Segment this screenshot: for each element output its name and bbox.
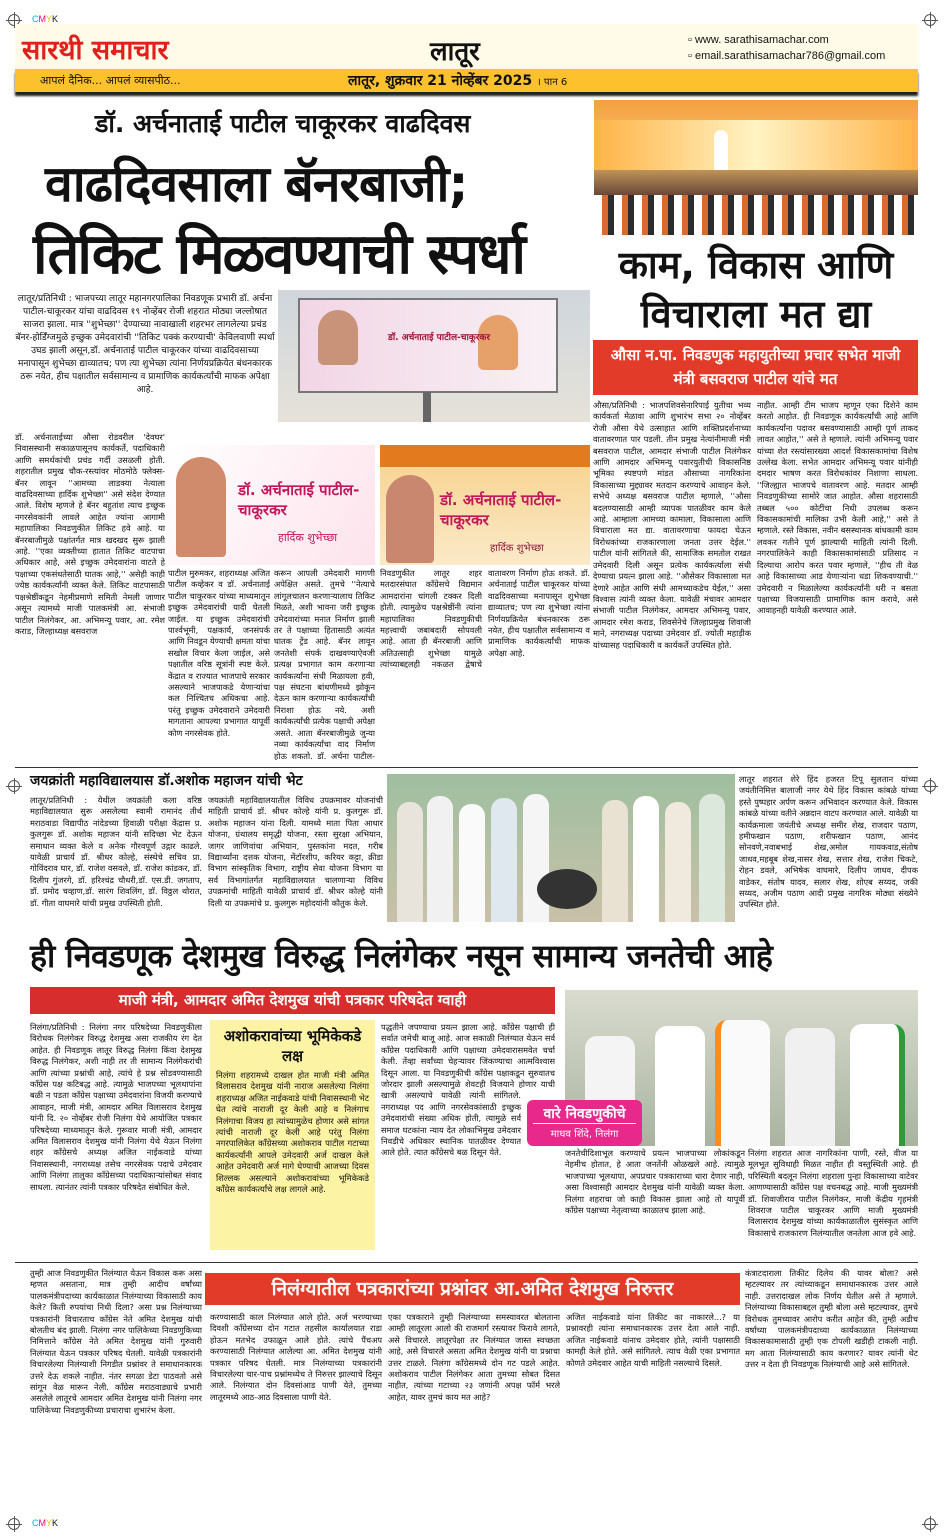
nilanga-column: निलंगा/प्रतिनिधी : निलंगा नगर परिषदेच्या निवडणुकीला विरोधक निलंगेकर विरुद्ध देशमुख असा राजकीय रंग देत आहेत. ही निवडणूक लातूर विरुद्ध निलंगा किंवा देशमुख विरुद्ध निलंगेकर, अशी नाही तर ती सामान्य निलंगेकरांची आणि त्यांच्या प्रश्नांची आहे, त्यांचे हे प्रश्न सोडवण्यासाठी काँग्रेस पक्ष कटिबद्ध आहे. त्यामुळे भाजपच्या भूलथापांना बळी न पडता काँग्रेस पक्षाच्या उमेदवारांना विजयी करण्याचे आवाहन, माजी मंत्री, आमदार अमित विलासराव देशमुख यांनी दि. २० नोव्हेंबर रोजी निलंगा येथे आयोजित पत्रकार परिषदेच्या माध्यमातून केले. गुरूवार माजी मंत्री, आमदार अमित विलासराव देशमुख यांनी निलंगा येथे येऊन निलंगा शहर काँग्रेसचे अध्यक्ष अजित नाईकवाडे यांच्या निवासस्थानी, नगराध्यक्ष तसेच नगरसेवक पदाचे उमेदवार आणि निलंगा तालुका काँग्रेसच्या पदाधिकाऱ्यांसोबत संवाद साधला. त्यानंतर त्यांनी पत्रकार परिषदेत संबोधित केले. — [30, 1022, 202, 1192]
nilanga-column: जनतेचीदिशाभूल करण्याचे प्रयत्न भाजपाच्या लोकांकडून नेहमीच होतात, हे आता जनतेंनी ओळखले आहे. त्यामुळे भाजपाच्या भूलथापा, अपप्रचार पत्रकाराच्या धारा देणार नाही, असा विश्वासही आमदार देशमुख यांनी यावेळी व्यक्त केला. निलंगा शहराचा जो काही विकास झाला आहे तो यापूर्वी काँग्रेस पक्षाच्या नेतृत्वाच्या काळातच झाला आहे. — [565, 1148, 745, 1216]
email-link[interactable]: email.sarathisamachar786@gmail.com — [694, 50, 886, 62]
qa-column: अजित नाईकवाडे यांना तिकीट का नाकारले...? या प्रश्नावरही त्यांना समाधानकारक उत्तर देता आले नाही. अजित नाईकवाडे यांनाच उमेदवार होते, त्यांनी पक्षासाठी कामही केले होते. असे सांगितले. त्याच वेळी एका प्रभागात कोणते उमेदवार आहेत याची माहिती नसल्याचे दिसले. — [566, 1312, 740, 1368]
banner-caption: डॉ. अर्चनाताई पाटील-चाकूरकर — [440, 491, 562, 529]
qa-column: तुम्ही आज निवडणुकीत निलंग्यात येऊन विकास करू असा म्हणत असताना, मात्र तुम्ही आदीच वर्षांच्या पालकमंत्रीपदाच्या कार्यकाळात निलंग्याच्या विकासाठी काय केले? किती रुपयांचा निधी दिला? असा प्रश्न निलंग्याच्या पत्रकारांनी विचारताच काँग्रेस नेते अमित देशमुख यांची बोलतीच बंद झाली. निलंगा नगर पालिकेच्या निवडणुकिच्या निमित्ताने काँग्रेस नेते अमित देशमुख यांनी गुरुवारी निलंग्यात येऊन पत्रकार परिषद घेतली. यावेळी पत्रकारांनी विचारलेल्या निलंग्याशी निगडीत प्रश्नांवर ते समाधानकारक उत्तरे देऊ शकले नाहीत. नंतर सगळा डेटा पाठवतो असे सांगून वेळ मारून नेली. काँग्रेस मराठवाड्याचे प्रभारी असलेले लातूरचे आमदार अमित देशमुख यांनी निलंगा नगर पालिकेच्या निवडणुकीच्या प्रचाराचा शुभारंभ केला. — [30, 1268, 202, 1415]
page-number: । पान 6 — [536, 77, 568, 88]
birthday-banner-photo — [380, 445, 590, 565]
divider — [15, 1262, 918, 1263]
nilanga-subhead: माजी मंत्री, आमदार अमित देशमुख यांची पत्रकार परिषदेत ग्वाही — [30, 987, 555, 1014]
lead-kicker: डॉ. अर्चनाताई पाटील चाकूरकर वाढदिवस — [95, 109, 471, 138]
sidebar-box-text: निलंगा शहरामध्ये दाखल होत माजी मंत्री अमित विलासराव देशमुख यांनी नाराज असलेल्या निलंगा शहराध्यक्ष अजित नाईकवाडे यांची निवासस्थानी भेट घेत त्यांचे नाराजी दूर केली आहे व निलंगाच निलंगाचा विजय हा त्यांच्यामुळेच होणार असे सांगत त्यांची नाराजी दूर केली आहे परंतु निलंगा नगरपालिकेत काँग्रेसच्या अशोकराव पाटील गटाच्या कार्यकर्त्यांनी आपले उमेदवारी अर्ज दाखल केले आहेत उमेदवारी अर्ज मागे घेण्याची आजच्या दिवस शिल्लक असल्याने अशोकरावांच्या भूमिकेकडे काँग्रेस कार्यकर्त्यांचे लक्ष लागले आहे. — [216, 1070, 369, 1195]
qa-column: एका पत्रकाराने तुम्ही निलंग्याच्या समस्यावरत बोलताना आम्ही लातूरला आलो की राजमार्ग रस्त्यावर फिरावे लागते, असे विचारले. लातूरपेक्षा तर निलंग्यात जास्त स्वच्छता आहे, असे विचारले असता अमित देशमुख यांनी या प्रश्नाचा उत्तर टाळले. निलंगा काँग्रेसमध्ये दोन गट पडले आहेत. अशोकराव पाटील निलंगेकर आता तुमच्या सोबत दिसत नाहीत, त्यांच्या गटाच्या २३ जणांनी अपक्ष फॉर्म भरले आहेत, यावर तुमचं काय मत आहे? — [388, 1312, 560, 1402]
jaykranti-column: लातूर/प्रतिनिधी : येथील जयक्रांती कला वरिष्ठ महाविद्यालयात सुरू असलेल्या स्वामी रामानंद तीर्थ मराठवाडा विद्यापीठ नांदेडच्या हिवाळी परीक्षा केंद्रास प्र. कुलगुरू डॉ. अशोक महाजन यांनी सदिच्छा भेट देऊन समाधान व्यक्त केले व अनेक गौरवपूर्ण उद्गार काढले. यावेळी प्राचार्य डॉ. श्रीधर कोल्हे, संस्थेचे सचिव प्रा. गोविंदराव घार, डॉ. राजेश वसवले, डॉ. राजेश कांडकर, डॉ. दिलीप गुंजरगे, डॉ. हरिश्चंद्र चौधरी,डॉ. एस.डी. जगताप, डॉ. प्रमोद चव्हाण,डॉ. सारंग शिवलिंग, डॉ. विठ्ठल थोरात, डॉ. गीता वाघमारे यांची प्रमुख उपस्थिती होती. — [30, 795, 202, 908]
cmyk-mark: CMYK — [32, 14, 59, 24]
newspaper-logo: सारथी समाचार — [22, 35, 169, 66]
banner-greeting: हार्दिक शुभेच्छा — [490, 543, 544, 554]
billboard-caption: डॉ. अर्चनाताई पाटील-चाकूरकर — [388, 333, 491, 343]
qa-headline: निलंग्यातील पत्रकारांच्या प्रश्नांवर आ.अमित देशमुख निरुत्तर — [205, 1273, 740, 1305]
qa-column: कंत्राटदाराला तिकीट दिलेय की यावर बोला? असे म्हटल्यावर तर त्यांच्याकडून समाधानकारक उत्तर आले नाही. उत्तरादाखल लोक निर्णय घेतील असे ते म्हणाले. निलंग्याच्या विकासाबद्दल तुम्ही बोला असे म्हटल्यावर, तुमचे विरोधक तुमच्यावर आरोप करीत आहेत की, तुम्ही अडीच वर्षांच्या पालकमंत्रीपदाच्या कार्यकाळात निलंग्याच्या विकासकामासाठी तुम्ही एक टोपली खडीही टाकली नाही. मग आता निलंग्यासाठी काय करणार? यावर त्यांनी थेट उत्तर न देता ही निवडणूक निलंग्याची आहे असे सांगितले. — [745, 1268, 918, 1370]
lead-column: पाटील मुरुमकर, शहराध्यक्ष अजित पाटील कव्हेकर व डॉ. अर्चनाताई पाटील चाकूरकर यांच्या माध्यमातून इच्छुक उमेदवारांची यादी घेतली जाईल. या इच्छुक उमेदवारांची पार्श्वभूमी, पक्षकार्य, जनसंपर्क आणि निवडून येण्याची क्षमता यांचा सखोल विचार केला जाईल, असे पक्षातील वरिष्ठ सूत्रांनी स्पष्ट केले. केंद्रात व राज्यात भाजपाचे सरकार असल्याने भाजपाकडे येणाऱ्यांचा कल निश्चितच अधिकचा आहे. परंतु इच्छुक उमेदवाराने उमेदवारी मागताना आपल्या प्रभागात यापूर्वी कोण नगरसेवक होते. — [168, 568, 270, 738]
registration-mark-icon — [924, 1518, 936, 1530]
email-icon: ▫ — [688, 50, 695, 62]
qa-column: करण्यासाठी काल निलंग्यात आले होते. अर्ज भरण्याच्या दिवशी काँग्रेसच्या दोन गटात तहसील कार्यालयात राडा होऊन मतभेद उफाळून आले होते. त्यांचे पैंचअप करण्यासाठी निलंग्यात आलेल्या आ. अमित देशमुख यांनी पत्रकार परिषद घेतली. मात्र निलंग्याच्या पत्रकारांनी विचारलेल्या चार-पाच प्रश्नांमध्येच ते निरुत्तर झाल्याचे दिसून आले. निलंग्यात दोन दिवसांआड पाणी येते, तुमच्या लातूरमध्ये आठ-आठ दिवसाला पाणी येते. — [210, 1312, 382, 1402]
registration-mark-icon — [8, 1518, 20, 1530]
lead-column: करून आपली उमेदवारी मागणी अपेक्षित असते. तुमचे ''नेत्याचे लांगूलचालन करणाऱ्यालाच तिकिट मिळते, अशी भावना जरी इच्छुक उमेदवारांच्या मनात निर्माण झाली तर ते पक्षाच्या हितासाठी अत्यंत घातक ट्रेंड आहे. बॅनर लावून जनतेशी संपर्क दाखवण्याऐवजी प्रत्यक्ष प्रभागात काम करणाऱ्या कार्यकर्त्यांना संधी मिळायला हवी, पक्ष संघटना बांधणीमध्ये झोकून देऊन काम करणाऱ्या कार्यकर्त्यांची निराशा होऊ नये. अशी कार्यकर्त्यांची प्रत्येक पक्षाची अपेक्षा असते. आता बॅनरबाजीमुळे जुन्या नव्या कार्यकर्त्यांचा वाद निर्माण होऊ शकतो. डॉ. अर्चना पाटील- — [274, 568, 375, 761]
registration-mark-icon — [924, 780, 936, 792]
lead-intro: लातूर/प्रतिनिधी : भाजपच्या लातूर महानगरपालिका निवडणूक प्रभारी डॉ. अर्चना पाटील-चाकूरकर यांचा वाढदिवस १९ नोव्हेंबर रोजी शहरात मोठ्या जल्लोषात साजरा झाला. मात्र ''शुभेच्छा'' देण्याच्या नावाखाली शहरभर लागलेल्या प्रचंड बॅनर-होर्डिंग्जमुळे इच्छुक उमेदवारांची ''तिकिट पक्कं करण्याची' केविलवाणी स्पर्धा उघड झाली असून,डॉ. अर्चनाताई पाटील चाकूरकर यांच्या वाढदिवसाच्या मनापासून शुभेच्छा द्याव्यातच; पण त्या शुभेच्छा त्यांना निर्णयप्रक्रियेत बंधनकारक ठरू नयेत, हीच पक्षातील सर्वसामान्य व प्रामाणिक कार्यकर्त्यांची माफक अपेक्षा आहे. — [15, 294, 275, 395]
registration-mark-icon — [924, 14, 936, 26]
registration-mark-icon — [8, 780, 20, 792]
ausa-column: नाहीत. आम्ही टीम भाजप म्हणून एका दिशेने काम करतो आहोत. ही निवडणूक कार्यकर्त्यांची आहे आणि कार्यकर्त्यांना पदावर बसवण्यासाठी आम्ही पूर्ण ताकद लावत आहोत,'' असे ते म्हणाले. त्यांनी अभिमन्यू पवार यांच्या शेत रस्त्यांसारख्या आदर्श विकासकामांचा विशेष उल्लेख केला. सभेत आमदार अभिमन्यू पवार यांनीही दमदार भाषण करत विरोधकांवर निशाणा साधला. ''जिल्ह्यात भाजपचे वातावरण आहे. मतदार आम्ही निवडणुकीच्या सामोरे जात आहोत. औसा शहरासाठी तब्बल ५०० कोटींचा निधी उपलब्ध करून विकासकामांची मालिका उभी केली आहे,'' असे ते म्हणाले. रस्ते विकास, नवीन बसस्थानक बांधकामी काम लवकर गतीने पूर्ण झाल्याची माहिती त्यांनी दिली. नगरपालिकेने काही विकासकामांसाठी प्रतिसाद न दिल्याचा आरोप करत पवार म्हणाले, ''हीच ती वेळ आहे विकासाच्या आड येणाऱ्यांना धडा शिकवण्याची.'' उमेदवारी न मिळालेल्या कार्यकर्त्यांनी धरी न बसता पक्षाच्या विजयासाठी प्रामाणिक काम करावे, असे आवाहनही यावेळी करण्यात आले. — [757, 400, 918, 616]
tipu-jayanti-brief: लातूर शहरात शेरे हिंद हजरत टिपू सुलतान यांच्या जयंतीनिमित्त बालाजी नगर येथे हिंद विकास कांबळे यांच्या हस्ते पुष्पहार अर्पण करून अभिवादन करण्यात केले. विकास कांबळे यांच्या वतीने अन्नदान वाटप करण्यात आले. यावेळी या कार्यक्रमाला जयंतीचे अध्यक्ष समीर शेख, राजदार पठाण, हमीफखान पठाण, शरीफखान पठाण, आनंद सोनवणे,नवाबभाई शेख,अमोल गायकवाड,संतोष जाधव,महबूब शेख,नासर शेख, सत्तार शेख, राजेश चिकटे, रोहन डवले, अभिषेक वाघमारे, दिलीप जाधव, दीपक वाडेकर, संतोष यादव, सलार शेख, शोएब सय्यद, जकी सय्यद, अजीम पठाण आदी प्रमुख नागरिक मोठ्या संख्येने उपस्थित होते. — [739, 774, 918, 910]
nilanga-column: पद्धतीने जपण्याचा प्रयत्न झाला आहे. काँग्रेस पक्षाची ही सर्वात जमेची बाजू आहे. आज सकाळी निलंग्यात येऊन सर्व काँग्रेस पदाधिकारी आणि पक्षाच्या उमेदवारासमवेत चर्चा केली. तेंव्हा सर्वांच्या चेहऱ्यावर जिंकण्याचा आत्मविश्वास दिसून आला. या निवडणुकीची काँग्रेस पक्षाकडून सुरुवातच जोरदार झाली असल्यामुळे शेवटही विजयाने होणार याची खात्री असल्याचे यावेळी त्यांनी सांगितले. नगराध्यक्ष पद आणि नगरसेवकांसाठी इच्छुक उमेदवारांची संख्या अधिक होती, त्यामुळे सर्व समाज घटकांना न्याय देत लोकाभिमुख उमेदवार निवडीचे अधिकार स्थानिक पातळीवर देण्यात आले होते. त्यात काँग्रेसचे बळ दिसून येते. — [381, 1022, 555, 1158]
jaykranti-headline: जयक्रांती महाविद्यालयास डॉ.अशोक महाजन यांची भेट — [30, 773, 303, 789]
banner-caption: डॉ. अर्चनाताई पाटील-चाकूरकर — [238, 481, 360, 519]
banner-greeting: हार्दिक शुभेच्छा — [278, 531, 338, 544]
ausa-headline-line2: विचाराला मत द्या — [640, 292, 872, 336]
web-icon: ▫ — [688, 34, 695, 46]
jaykranti-column: जयक्रांती महाविद्यालयातील विविध उपक्रमावर योजनांची माहिती प्राचार्य डॉ. श्रीधर कोल्हे यांनी प्र. कुलगुरू डॉ. अशोक महाजन यांना दिली. यामध्ये माता पिता आधार योजना, ग्रंथालय समृद्धी योजना, रस्ता सुरक्षा अभियान, जागर जाणिवांचा अभियान, पुस्तकांना मदत, गरीब विद्यार्थ्यांना दत्तक योजना, मेंटॉरशीप, करियर कट्टा, क्रीडा विभाग सांस्कृतिक विभाग, राष्ट्रीय सेवा योजना विभाग या सर्व विभागांतर्गत महाविद्यालयात चालणाऱ्या विविध उपक्रमांची माहिती यावेळी प्राचार्य डॉ. श्रीधर कोल्हे यांनी दिली या उपक्रमांचे प्र. कुलगुरू महोदयांनी कौतुक केले. — [208, 795, 383, 908]
billboard-photo — [278, 290, 590, 422]
column-badge — [527, 1100, 642, 1146]
sidebar-box — [210, 1020, 375, 1250]
cmyk-mark: CMYK — [32, 1518, 59, 1528]
sidebar-box-title: अशोकरावांच्या भूमिकेकडे लक्ष — [223, 1027, 362, 1065]
column-badge-title: वारे निवडणुकीचे — [533, 1100, 636, 1124]
birthday-banner-photo — [168, 445, 375, 565]
lead-headline-line1: वाढदिवसाला बॅनरबाजी; — [45, 155, 468, 213]
nilanga-column: निलंगा शहरात आज नागरिकांना पाणी, रस्ते, वीज या मूलभूत सुविधाही मिळत नाहीत ही वस्तुस्थिती आहे. ही परिस्थिती बदलून निलंगा शहराला पुन्हा विकासाच्या वाटेवर आणण्यासाठी काँग्रेस पक्ष वचनबद्ध आहे. माजी मुख्यमंत्री डॉ. शिवाजीराव पाटील निलंगेकर, माजी केंद्रीय गृहमंत्री शिवराज पाटील चाकूरकर आणि माजी मुख्यमंत्री विलासराव देशमुख यांच्या कार्यकाळातील सुसंस्कृत आणि विकासाचे राजकारण निलंग्यातील जनतेला आज हवे आहे. — [748, 1148, 918, 1238]
contact-info — [688, 32, 885, 64]
nilanga-headline: ही निवडणूक देशमुख विरुद्ध निलंगेकर नसून सामान्य जनतेची आहे — [30, 937, 773, 975]
divider — [15, 767, 918, 768]
edition-city: लातूर — [430, 37, 480, 67]
rally-stage-photo — [594, 100, 918, 235]
tagline: आपलं दैनिक... आपलं व्यासपीठ... — [40, 74, 181, 87]
website-link[interactable]: www. sarathisamachar.com — [694, 34, 829, 46]
ausa-subhead-banner: औसा न.पा. निवडणुक महायुतीच्या प्रचार सभेत माजी मंत्री बसवराज पाटील यांचे मत — [593, 340, 918, 395]
lead-column: निवडणुकीत लातूर शहर मतदारसंघात काँग्रेसचे विद्यमान आमदारांना चांगली टक्कर दिली होती. त्यामुळेच पक्षश्रेष्ठींनी त्यांना महापालिका निवडणुकीची महत्त्वाची जबाबदारी सोपवली आहे. आता ही बॅनरबाजी आणि अतिउत्साही शुभेच्छा यामुळे त्यांच्याबद्दलही नकळत द्वेषाचे वातावरण निर्माण होऊ शकते. डॉ. अर्चनाताई पाटील चाकूरकर यांच्या वाढदिवसाच्या मनापासून शुभेच्छा द्याव्यातच; पण त्या शुभेच्छा त्यांना निर्णयप्रक्रियेत बंधनकारक ठरू नयेत, हीच पक्षातील सर्वसामान्य व प्रामाणिक कार्यकर्त्यांची माफक अपेक्षा आहे. — [380, 568, 590, 670]
issue-date: लातूर, शुक्रवार 21 नोव्हेंबर 2025 । पान 6 — [348, 73, 568, 89]
lead-column: डॉ. अर्चनाताईच्या औसा रोडवरील 'देवघर' निवासस्थानी सकाळपासूनच कार्यकर्ते, पदाधिकारी आणि समर्थकांची प्रचंड गर्दी उसळली होती. शहरातील प्रमुख चौक-रस्त्यांवर मोठमोठे फ्लेक्स-बॅनर लावून ''आमच्या लाडक्या नेत्याला वाढदिवसाच्या हार्दिक शुभेच्छा'' असे संदेश देण्यात आले. विशेष म्हणजे हे बॅनर बहुतांश त्याच इच्छुक नगरसेवकांनी लावले आहेत ज्यांना आगामी महापालिका निवडणुकीत तिकिट हवे आहे. या बॅनरबाजीमुळे पक्षांतर्गत मात्र खदखद सुरू झाली आहे. ''एका व्यक्तीच्या हातात तिकिट वाटपाचा अधिकार आहे, असे इच्छुक उमेदवारांना वाटते हे पक्षाच्या एकसंधतेसाठी घातक आहे,'' असेही काही ज्येष्ठ कार्यकर्त्यांनी व्यक्त केले. तिकिट वाटपासाठी पक्षश्रेष्ठींकडून नेहमीप्रमाणे समिती नेमली जाणार असून त्यामध्ये माजी पालकमंत्री आ. संभाजी पाटील निलंगेकर, आ. अभिमन्यू पवार, आ. रमेश कराड, जिल्हाध्यक्ष बसवराज — [15, 432, 165, 636]
ausa-column: औसा/प्रतिनिधी : भाजपशिवसेनारिपाई युतीचा भव्य कार्यकर्ता मेळावा आणि शुभारंभ सभा २० नोव्हेंबर रोजी औसा येथे उत्साहात आणि शक्तिप्रदर्शनाच्या वातावरणात पार पडली. तीन प्रमुख नेत्यांनीमाजी मंत्री बसवराज पाटील, आमदार संभाजी पाटील निलंगेकर आणि आमदार अभिमन्यू पवारयुतीची विकासनिष्ठ भूमिका स्पष्टपणे मांडत औसाच्या नागरिकांना विकासाच्या मुद्द्यावर मतदान करण्याचे आवाहन केले. सभेचे अध्यक्ष बसवराज पाटील म्हणाले, ''औसा बदलण्यासाठी आम्ही व्यापक पातळीवर काम केले आहे. आम्हाला आमच्या कामाला, विकासाला आणि विचाराला मत द्या. वातावरणाचा फायदा घेऊन विरोधकांच्या राजकारणाला जनता उत्तर देईल.'' पाटील यांनी सांगितले की, सामाजिक समतोल राखत उमेदवारी दिली असून प्रत्येक कार्यकर्त्याला संधी देण्याचा प्रयत्न झाला आहे. ''औसेकर विकासाला मत देणारे आहेत आणि संधी आमच्याकडेच येईल,'' असा विश्वास त्यांनी व्यक्त केला. यावेळी मंचावर आमदार संभाजी पाटील निलंगेकर, आमदार अभिमन्यू पवार, आमदार रमेश कराड, शिवसेनेचे जिल्हाप्रमुख शिवाजी माने, नगराध्यक्ष पदाच्या उमेदवार डॉ. ज्योती महाड़ीक यांच्यासह पदाधिकारी व कार्यकर्ते उपस्थित होते. — [593, 400, 751, 650]
tipu-jayanti-group-photo — [387, 774, 735, 922]
column-badge-byline: माधव शिंदे, निलंगा — [550, 1129, 619, 1140]
ausa-headline-line1: काम, विकास आणि — [618, 243, 894, 287]
lead-headline-line2: तिकिट मिळवण्याची स्पर्धा — [33, 222, 525, 287]
